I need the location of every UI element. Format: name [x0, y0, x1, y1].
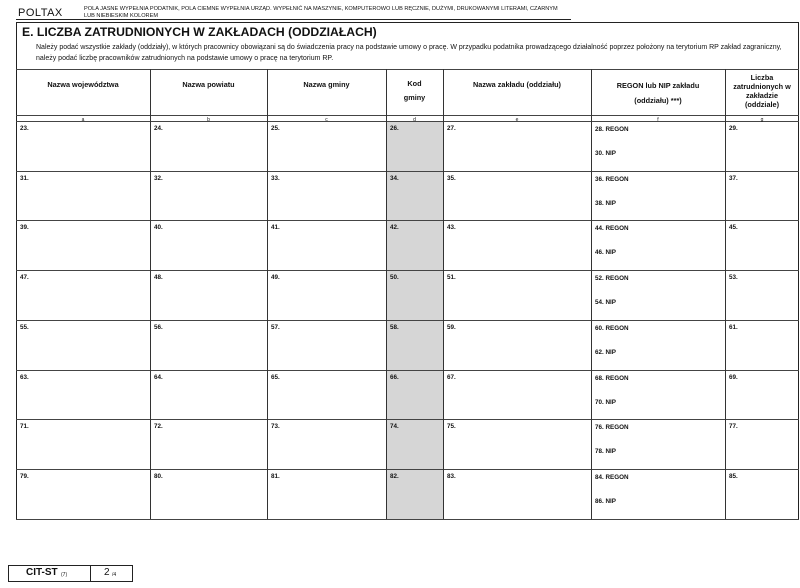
header-rule: [16, 19, 571, 20]
regon-field-label: 84. REGON: [595, 473, 629, 481]
field-number: 33.: [271, 174, 280, 182]
grid-hline: [16, 171, 799, 172]
field-a-input[interactable]: [17, 284, 149, 318]
section-intro: Należy podać wszystkie zakłady (oddziały), w których pracownicy obowiązani są do świadczenia pracy na podstawie umowy o pracę. W przypadku podatnika prowadzącego działalność poprzez położony na terytorium RP zakład zagraniczny, należy podać liczbę pracowników zatrudnionych na podstawie umowy o pracę na terytorium RP.: [36, 44, 782, 62]
regon-field-label: 52. REGON: [595, 275, 629, 283]
field-d-input[interactable]: [387, 384, 442, 418]
field-number: 39.: [20, 224, 29, 232]
field-d-input[interactable]: [387, 135, 442, 169]
field-number: 69.: [729, 373, 738, 381]
field-b-input[interactable]: [151, 334, 266, 368]
field-a-input[interactable]: [17, 384, 149, 418]
field-e-input[interactable]: [444, 284, 590, 318]
brand-label: POLTAX: [18, 7, 63, 19]
field-number: 49.: [271, 274, 280, 282]
field-e-input[interactable]: [444, 483, 590, 517]
field-number: 43.: [447, 224, 456, 232]
field-number: 73.: [271, 423, 280, 431]
field-number: 42.: [390, 224, 399, 232]
regon-field-label: 68. REGON: [595, 374, 629, 382]
field-number: 24.: [154, 125, 163, 132]
nip-field-label: 78. NIP: [595, 448, 616, 456]
field-b-input[interactable]: [151, 185, 266, 219]
field-c-input[interactable]: [268, 284, 385, 318]
form-code: CIT-ST: [26, 567, 58, 578]
field-b-input[interactable]: [151, 483, 266, 517]
field-number: 77.: [729, 423, 738, 431]
field-d-input[interactable]: [387, 334, 442, 368]
form-version: (7): [61, 572, 68, 578]
field-number: 79.: [20, 472, 29, 480]
field-number: 61.: [729, 323, 738, 331]
field-d-input[interactable]: [387, 185, 442, 219]
regon-field-label: 44. REGON: [595, 225, 629, 233]
grid-hline: [16, 519, 799, 520]
field-b-input[interactable]: [151, 284, 266, 318]
column-header: Liczba zatrudnionych w zakładzie (oddziale): [733, 73, 791, 109]
column-letter: f: [657, 117, 659, 123]
field-a-input[interactable]: [17, 185, 149, 219]
field-number: 55.: [20, 323, 29, 331]
field-number: 23.: [20, 125, 29, 132]
nip-field-label: 70. NIP: [595, 398, 616, 406]
field-d-input[interactable]: [387, 234, 442, 268]
field-number: 31.: [20, 174, 29, 182]
field-g-input[interactable]: [726, 483, 798, 517]
regon-field-label: 76. REGON: [595, 424, 629, 432]
field-e-input[interactable]: [444, 135, 590, 169]
field-c-input[interactable]: [268, 185, 385, 219]
column-header: Kod gminy: [403, 79, 426, 102]
field-number: 25.: [271, 125, 280, 132]
field-number: 83.: [447, 472, 456, 480]
field-number: 27.: [447, 125, 456, 132]
column-header: REGON lub NIP zakładu (oddziału) ***): [616, 81, 700, 105]
nip-field-label: 46. NIP: [595, 249, 616, 257]
field-number: 45.: [729, 224, 738, 232]
regon-field-label: 28. REGON: [595, 126, 629, 133]
column-header: Nazwa gminy: [303, 80, 350, 89]
field-number: 58.: [390, 323, 399, 331]
regon-field-label: 60. REGON: [595, 324, 629, 332]
page-number: 2: [104, 567, 110, 578]
field-number: 50.: [390, 274, 399, 282]
field-c-input[interactable]: [268, 384, 385, 418]
field-a-input[interactable]: [17, 234, 149, 268]
field-a-input[interactable]: [17, 433, 149, 467]
field-d-input[interactable]: [387, 483, 442, 517]
grid-vline: [591, 69, 592, 519]
field-number: 57.: [271, 323, 280, 331]
field-number: 40.: [154, 224, 163, 232]
field-number: 67.: [447, 373, 456, 381]
nip-field-label: 62. NIP: [595, 348, 616, 356]
nip-field-label: 54. NIP: [595, 299, 616, 307]
field-c-input[interactable]: [268, 483, 385, 517]
field-c-input[interactable]: [268, 433, 385, 467]
column-header: Nazwa zakładu (oddziału): [473, 80, 561, 89]
field-d-input[interactable]: [387, 284, 442, 318]
field-g-input[interactable]: [726, 334, 798, 368]
field-number: 34.: [390, 174, 399, 182]
grid-hline: [16, 469, 799, 470]
field-number: 85.: [729, 472, 738, 480]
grid-hline: [16, 320, 799, 321]
field-number: 56.: [154, 323, 163, 331]
field-number: 75.: [447, 423, 456, 431]
nip-field-label: 38. NIP: [595, 199, 616, 207]
field-number: 82.: [390, 472, 399, 480]
column-letter: a: [81, 117, 85, 123]
field-b-input[interactable]: [151, 384, 266, 418]
field-b-input[interactable]: [151, 234, 266, 268]
field-e-input[interactable]: [444, 234, 590, 268]
field-b-input[interactable]: [151, 433, 266, 467]
field-number: 26.: [390, 125, 399, 132]
page-total: /4: [112, 572, 117, 578]
grid-hline: [16, 220, 799, 221]
grid-hline: [16, 370, 799, 371]
grid-hline: [16, 419, 799, 420]
filling-instructions: POLA JASNE WYPEŁNIA PODATNIK, POLA CIEMNE WYPEŁNIA URZĄD. WYPEŁNIĆ NA MASZYNIE, KOMPUTEROWO LUB RĘCZNIE, DUŻYMI, DRUKOWANYMI LITERAMI, CZARNYM LUB NIEBIESKIM KOLOREM: [84, 6, 558, 19]
field-e-input[interactable]: [444, 334, 590, 368]
column-letter: e: [515, 117, 519, 123]
field-g-input[interactable]: [726, 234, 798, 268]
section-title: E. LICZBA ZATRUDNIONYCH W ZAKŁADACH (ODDZIAŁACH): [22, 25, 377, 39]
field-number: 72.: [154, 423, 163, 431]
field-number: 81.: [271, 472, 280, 480]
field-number: 74.: [390, 423, 399, 431]
field-b-input[interactable]: [151, 135, 266, 169]
field-g-input[interactable]: [726, 433, 798, 467]
nip-field-label: 30. NIP: [595, 150, 616, 157]
field-number: 59.: [447, 323, 456, 331]
field-number: 37.: [729, 174, 738, 182]
field-number: 53.: [729, 274, 738, 282]
field-number: 47.: [20, 274, 29, 282]
column-letter: b: [207, 117, 210, 123]
field-number: 80.: [154, 472, 163, 480]
regon-field-label: 36. REGON: [595, 175, 629, 183]
field-number: 29.: [729, 125, 738, 132]
column-letter: d: [413, 117, 416, 123]
field-number: 48.: [154, 274, 163, 282]
field-e-input[interactable]: [444, 384, 590, 418]
field-number: 63.: [20, 373, 29, 381]
column-header: Nazwa powiatu: [182, 80, 235, 89]
column-header: Nazwa województwa: [47, 80, 119, 89]
field-a-input[interactable]: [17, 334, 149, 368]
field-number: 51.: [447, 274, 456, 282]
grid-hline: [16, 270, 799, 271]
field-c-input[interactable]: [268, 234, 385, 268]
field-c-input[interactable]: [268, 334, 385, 368]
footer-separator: [90, 565, 91, 582]
field-number: 71.: [20, 423, 29, 431]
field-a-input[interactable]: [17, 483, 149, 517]
field-number: 35.: [447, 174, 456, 182]
field-e-input[interactable]: [444, 433, 590, 467]
grid-hline: [16, 69, 799, 70]
field-c-input[interactable]: [268, 135, 385, 169]
field-number: 66.: [390, 373, 399, 381]
column-letter: g: [760, 117, 764, 123]
field-g-input[interactable]: [726, 284, 798, 318]
field-g-input[interactable]: [726, 384, 798, 418]
column-letter: c: [325, 117, 328, 123]
field-g-input[interactable]: [726, 135, 798, 169]
field-e-input[interactable]: [444, 185, 590, 219]
field-g-input[interactable]: [726, 185, 798, 219]
field-a-input[interactable]: [17, 135, 149, 169]
nip-field-label: 86. NIP: [595, 497, 616, 505]
field-number: 64.: [154, 373, 163, 381]
field-d-input[interactable]: [387, 433, 442, 467]
field-number: 41.: [271, 224, 280, 232]
grid-hline: [16, 115, 799, 116]
field-number: 32.: [154, 174, 163, 182]
field-number: 65.: [271, 373, 280, 381]
